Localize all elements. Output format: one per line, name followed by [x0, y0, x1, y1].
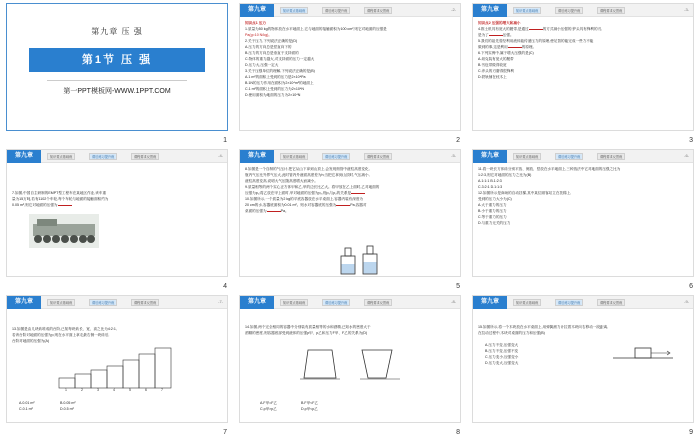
slide-thumbnail-8[interactable] [239, 295, 461, 423]
text-line: 7.如图,中国自主研制的EMPT型工程车在某地区作业,该车重 [12, 191, 107, 195]
text-line: B.压力的方向总是垂直于支持面的 [245, 51, 299, 55]
page-indicator: -8- [451, 299, 456, 304]
slide-body [478, 20, 688, 126]
tab-basic: 知识要点基础练 [280, 299, 308, 306]
text-line: 12.如图所示是商场的自动扶梯,其中某位顾客站立在扶梯上, [478, 191, 572, 195]
text-line: 是为了 压强。 [478, 33, 514, 37]
chapter-tag: 第九章 [240, 296, 274, 309]
text-line: B.书包带做得较宽 [478, 63, 507, 67]
answer-line: Pa(g=10 N/kg)。 [245, 33, 272, 37]
slide-header [7, 150, 227, 163]
option-d: D.0.5 m² [60, 407, 74, 411]
text-line: 桌面的压强为 Pa。 [245, 209, 289, 213]
text-line: 台阶对地面的压强为(A) [12, 339, 50, 343]
text-line: 2.关于压力,下列说法正确的是(D) [245, 39, 298, 43]
slide-number: 1 [223, 137, 227, 144]
stair-label-2: 2 [81, 388, 83, 392]
text-line: B.小于重力的压力 [478, 209, 507, 213]
option-b: B.0.05 m² [60, 401, 76, 405]
slide-thumbnail-4[interactable] [6, 149, 228, 277]
page-indicator: -3- [684, 7, 689, 12]
chapter-tag: 第九章 [240, 150, 274, 163]
tab-reflect: 课程要求反思练 [131, 299, 159, 306]
text-line: 若该台阶对地面的压强为p,则在水平面上拿走最右侧一块砖后, [12, 333, 110, 337]
page-indicator: -9- [684, 299, 689, 304]
option-c: C.p甲>p乙 [260, 407, 277, 411]
text-line: 受到的压力大小为(C) [478, 197, 512, 201]
tab-advanced: 课后练习提升练 [322, 153, 350, 160]
text-line: 15.如图所示,将一个木块放在水平桌面上,用弹簧测力计拉着木块向右移动一段距离, [478, 325, 609, 329]
slide-thumbnail-9[interactable] [472, 295, 694, 423]
text-line: 11.将一块长方体砖分别平放、侧放、竖放在水平地面上,三种放法中它对地面的压强之比为 [478, 167, 621, 171]
text-line: 量为15万吨,若有1102个车轮,每个车轮与地面的接触面积约为 [12, 197, 109, 201]
slide-thumbnail-3[interactable] [472, 3, 694, 131]
tab-basic: 知识要点基础练 [513, 7, 541, 14]
slide-cell-4[interactable] [0, 146, 233, 292]
option-b: B.压力不变,压强不变 [485, 349, 519, 353]
text-line: B.1N的压力作用在面积为2×10⁴m²的地面上 [245, 81, 314, 85]
text-line: 20 cm的水,容器底面积为0.01 m²。则水对容器底的压强为 Pa,容器对 [245, 203, 367, 207]
option-d: D.p甲<p乙 [301, 407, 318, 411]
page-indicator: -4- [218, 153, 223, 158]
slide-thumbnail-5[interactable] [239, 149, 461, 277]
title-banner: 第1节 压 强 [29, 48, 205, 72]
slide-number: 5 [456, 283, 460, 290]
chapter-tag: 第九章 [473, 150, 507, 163]
chapter-tag: 第九章 [7, 150, 41, 163]
slide-header [473, 4, 693, 17]
slide-header [240, 4, 460, 17]
page-indicator: -5- [451, 153, 456, 158]
tab-basic: 知识要点基础练 [280, 153, 308, 160]
text-line: 13.如图是由几块砖堆成的台阶,已知每块砖长、宽、高之比为4:2:1, [12, 327, 117, 331]
slide-cell-5[interactable] [233, 146, 466, 292]
slide-number: 2 [456, 137, 460, 144]
options-block [19, 400, 222, 418]
vehicle-photo [29, 214, 99, 248]
slide-number: 6 [689, 283, 693, 290]
tab-reflect: 课程要求反思练 [364, 7, 392, 14]
text-line: 5.我们的祖先曾经利用液体能传递压力的原理,使足智的能完成一些力不能 [478, 39, 594, 43]
slide-cell-2[interactable] [233, 0, 466, 146]
text-line: 液柱高度变高,说明大气压随高度增大而减小。 [245, 179, 318, 183]
text-line: D.铁轨铺在枕木上 [478, 75, 507, 79]
tab-reflect: 课程要求反思练 [364, 299, 392, 306]
page-indicator: -6- [684, 153, 689, 158]
slide-number: 9 [689, 429, 693, 436]
text-line: 10.如图所示,一个质量为2 kg的平底容器放在水平桌面上,容器内装有深度为 [245, 197, 364, 201]
text-line: 酒精的密度,则容器底部受到液体的压强p甲、p乙和压力F甲、F乙的关系为(D) [245, 331, 368, 335]
chapter-tag: 第九章 [473, 4, 507, 17]
slide-cell-8[interactable] [233, 292, 466, 438]
stair-label-6: 6 [145, 388, 147, 392]
text-line: 8.如图是一个自制的气压计,把它从山下拿到山顶上,会发现细管中液柱高度变化, [245, 167, 370, 171]
tab-advanced: 课后练习提升练 [322, 7, 350, 14]
slide-cell-6[interactable] [466, 146, 699, 292]
chapter-tag: 第九章 [7, 296, 41, 309]
chapter-tag: 第九章 [240, 4, 274, 17]
section-heading: 知识点1 压力 [245, 21, 266, 25]
option-c: C.压力变小,压强变小 [485, 355, 519, 359]
text-line: C.斧头的刃磨得很锋利 [478, 69, 514, 73]
tab-basic: 知识要点基础练 [47, 153, 75, 160]
option-a: A.F甲=F乙 [260, 401, 278, 405]
text-line: C.物体的重力越大,对支持面的压力一定越大 [245, 57, 315, 61]
slide-cell-1[interactable] [0, 0, 233, 146]
slide-number: 7 [223, 429, 227, 436]
text-line: 0.05 m²,则它对地面的压强为 [12, 202, 222, 208]
stair-label-3: 3 [97, 388, 99, 392]
stair-label-1: 1 [65, 388, 67, 392]
text-line: A.大于重力的压力 [478, 203, 507, 207]
tab-advanced: 课后练习提升练 [555, 7, 583, 14]
text-line: 9.质量相等的两个实心正方体甲和乙,甲的边长比乙大。将甲放在乙上面时,乙对地面的 [245, 185, 380, 189]
block-on-table-figure [613, 340, 673, 366]
chapter-tag: 第九章 [473, 296, 507, 309]
page-indicator: -2- [451, 7, 456, 12]
option-d: D.压力变大,压强变大 [485, 361, 519, 365]
text-line: 在拉动过程中,木块对桌面的压力和压强(B) [478, 331, 545, 335]
slide-header [7, 296, 227, 309]
text-line: A.压力的方向总是竖直向下的 [245, 45, 292, 49]
tab-basic: 知识要点基础练 [47, 299, 75, 306]
text-line: 1:2:3,则它对地面的压力之比为(B) [478, 173, 532, 177]
tab-reflect: 课程要求反思练 [597, 7, 625, 14]
slide-body [478, 166, 688, 272]
tab-advanced: 课后练习提升练 [555, 153, 583, 160]
text-line: 瓶内气压比外界气压大,此时管内外液面高度差为h;当把它拿到山顶时,气压减小, [245, 173, 370, 177]
stair-label-5: 5 [129, 388, 131, 392]
tab-reflect: 课程要求反思练 [131, 153, 159, 160]
title-subtitle: 第一PPT模板网-WWW.1PPT.COM [63, 88, 171, 95]
slide-body [245, 20, 455, 126]
slide-cell-9[interactable] [466, 292, 699, 438]
slide-thumbnail-7[interactable] [6, 295, 228, 423]
tab-advanced: 课后练习提升练 [89, 153, 117, 160]
options-block [260, 400, 455, 418]
tab-basic: 知识要点基础练 [280, 7, 308, 14]
text-line: 压强为p₁;将乙放在甲上面时,甲对地面的压强为p₂,则p₁与p₂的关系是 [245, 190, 455, 196]
section-heading: 知识点2 压强的增大和减小 [478, 21, 521, 25]
slide-header [473, 296, 693, 309]
slide-thumbnail-2[interactable] [239, 3, 461, 131]
text-line: 1.质量为50 kg的物体放在水平地面上,它与地面的接触面积为100 cm²,则它对地面的压强是 [245, 27, 387, 31]
stair-label-7: 7 [161, 388, 163, 392]
text-line: A.坦克装有宽大的履带 [478, 57, 514, 61]
slide-number: 4 [223, 283, 227, 290]
slide-number: 3 [689, 137, 693, 144]
stair-label-4: 4 [113, 388, 115, 392]
text-line: C.1 m²的面积上受到的压力为2×10⁴N [245, 87, 304, 91]
slide-number: 8 [456, 429, 460, 436]
text-line: C.3:2:1 D.1:1:3 [478, 185, 503, 189]
tab-reflect: 课程要求反思练 [364, 153, 392, 160]
slide-cell-3[interactable] [466, 0, 699, 146]
text-line: 6.下列实例中,属于增大压强的是(C) [478, 51, 534, 55]
tab-advanced: 课后练习提升练 [555, 299, 583, 306]
slide-cell-7[interactable] [0, 292, 233, 438]
container-figure [300, 344, 400, 386]
text-line: 4.推土机具有宽大的履带,是通过 的方式减小压强的;铲头具有锋利的刃, [478, 27, 603, 31]
option-a: A.压力不变,压强变大 [485, 343, 519, 347]
tab-reflect: 课程要求反思练 [597, 299, 625, 306]
text-line: A.1:1:1 B.1:2:3 [478, 179, 502, 183]
tab-advanced: 课后练习提升练 [89, 299, 117, 306]
text-line: C.等于重力的压力 [478, 215, 507, 219]
title-chapter: 第九章 压 强 [91, 27, 143, 36]
slide-thumbnail-6[interactable] [472, 149, 694, 277]
slide-header [240, 150, 460, 163]
text-line: D.与重力无关的压力 [478, 221, 511, 225]
text-line: 3.关于压强单位的理解,下列说法正确的是(B) [245, 69, 315, 73]
option-a: A.0.01 m² [19, 401, 35, 405]
text-line: 14.如图,两个完全相同的容器中分别装有质量相等的水和酒精,已知水的密度大于 [245, 325, 371, 329]
text-line: D.使用面积为地面的压力为2×10⁴N [245, 93, 301, 97]
option-b: B.F甲<F乙 [301, 401, 319, 405]
text-line: 做到的事,这是利用 的原理。 [478, 45, 537, 49]
slide-header [240, 296, 460, 309]
page-indicator: -7- [218, 299, 223, 304]
tab-advanced: 课后练习提升练 [322, 299, 350, 306]
bottle-figure [338, 244, 382, 276]
text-line: D.压力大,压强一定大 [245, 63, 279, 67]
option-c: C.0.1 m² [19, 407, 33, 411]
title-divider [47, 80, 187, 81]
stair-figure [57, 346, 177, 392]
tab-reflect: 课程要求反思练 [597, 153, 625, 160]
slide-thumbnail-1[interactable] [6, 3, 228, 131]
tab-basic: 知识要点基础练 [513, 299, 541, 306]
slide-header [473, 150, 693, 163]
text-line: A.1 m²的面积上受到的压力是2×10⁴Pa [245, 75, 306, 79]
tab-basic: 知识要点基础练 [513, 153, 541, 160]
